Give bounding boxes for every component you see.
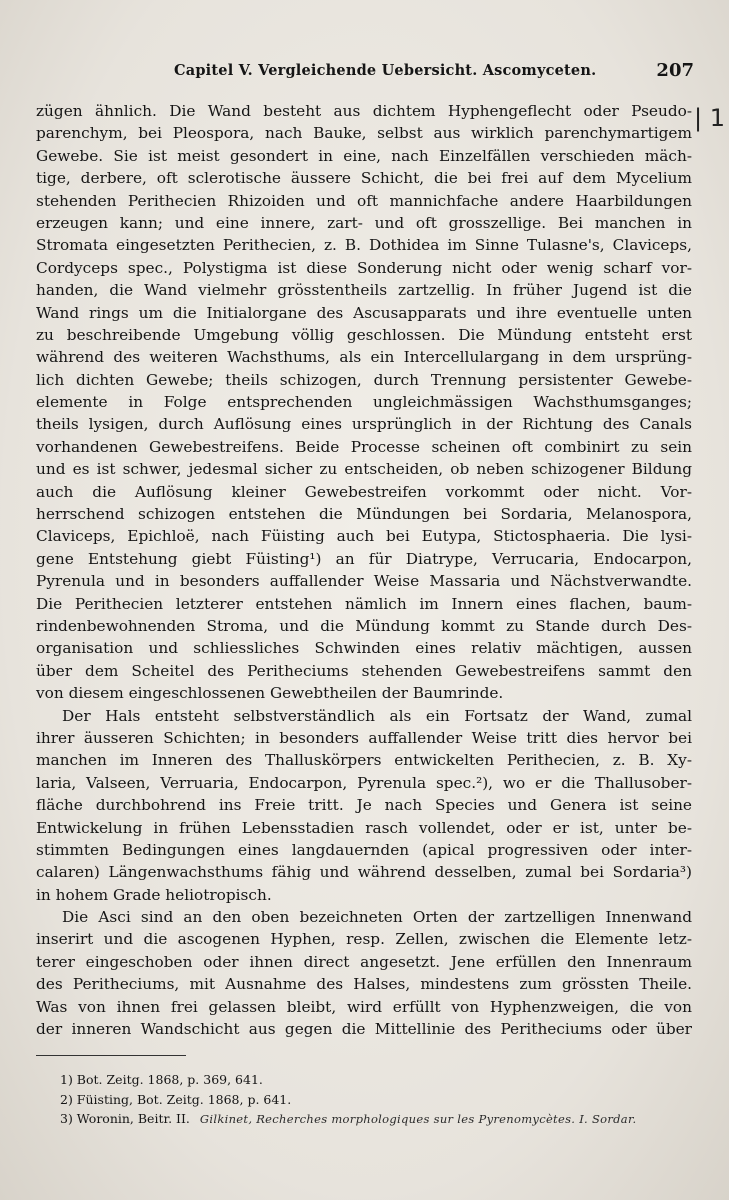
handwritten-annotation: Gilkinet, Recherches morphologiques sur les Pyrenomycètes. I. Sordar. <box>199 1112 637 1126</box>
text-line: von diesem eingeschlossenen Gewebtheilen der Baumrinde. <box>36 684 504 703</box>
text-line: stehenden Perithecien Rhizoiden und oft mannichfache andere Haarbildungen <box>36 191 692 210</box>
text-line: Pyrenula und in besonders auffallender Weise Massaria und Nächstverwandte. <box>36 572 692 591</box>
text-line: Stromata eingesetzten Perithecien, z. B. Dothidea im Sinne Tulasne's, Claviceps, <box>36 236 692 255</box>
footnote-rule <box>36 1055 186 1056</box>
margin-mark: | 1 <box>694 104 725 132</box>
text-line: über dem Scheitel des Peritheciums stehenden Gewebestreifens sammt den <box>36 661 692 680</box>
text-line: stimmten Bedingungen eines langdauernden (apical progressiven oder inter- <box>36 840 692 859</box>
text-line: während des weiteren Wachsthums, als ein Intercellulargang in dem ursprüng- <box>36 348 692 367</box>
text-line: calaren) Längenwachsthums fähig und während desselben, zumal bei Sordaria³) <box>36 863 692 882</box>
body-text <box>36 100 692 1040</box>
footnotes <box>60 1070 700 1130</box>
running-head-title: Capitel V. Vergleichende Uebersicht. Ascomyceten. <box>174 62 597 79</box>
text-line: in hohem Grade heliotropisch. <box>36 885 272 904</box>
text-line: terer eingeschoben oder ihnen direct angesetzt. Jene erfüllen den Innenraum <box>36 952 692 971</box>
text-line: theils lysigen, durch Auflösung eines ursprünglich in der Richtung des Canals <box>36 415 692 434</box>
text-line: auch die Auflösung kleiner Gewebestreifen vorkommt oder nicht. Vor- <box>36 482 692 501</box>
footnote-text: 3) Woronin, Beitr. II. <box>60 1111 190 1126</box>
text-line: handen, die Wand vielmehr grösstentheils zartzellig. In früher Jugend ist die <box>36 281 692 300</box>
text-line: des Peritheciums, mit Ausnahme des Halses, mindestens zum grössten Theile. <box>36 975 692 994</box>
text-line: zügen ähnlich. Die Wand besteht aus dichtem Hyphengeflecht oder Pseudo- <box>36 102 692 120</box>
text-line: zu beschreibende Umgebung völlig geschlossen. Die Mündung entsteht erst <box>36 325 692 344</box>
page-number: 207 <box>656 60 694 81</box>
text-line: Die Asci sind an den oben bezeichneten Orten der zartzelligen Innenwand <box>62 908 692 927</box>
text-line: Gewebe. Sie ist meist gesondert in eine, nach Einzelfällen verschieden mäch- <box>36 146 692 165</box>
text-line: vorhandenen Gewebestreifens. Beide Processe scheinen oft combinirt zu sein <box>36 437 692 456</box>
footnote <box>60 1070 700 1090</box>
text-line: Der Hals entsteht selbstverständlich als ein Fortsatz der Wand, zumal <box>62 706 692 725</box>
text-line: Cordyceps spec., Polystigma ist diese Sonderung nicht oder wenig scharf vor- <box>36 258 692 277</box>
text-line: lich dichten Gewebe; theils schizogen, durch Trennung persistenter Gewebe- <box>36 370 692 389</box>
text-line: organisation und schliessliches Schwinden eines relativ mächtigen, aussen <box>36 639 692 658</box>
text-line: fläche durchbohrend ins Freie tritt. Je nach Species und Genera ist seine <box>36 796 692 815</box>
text-line: Wand rings um die Initialorgane des Ascusapparats und ihre eventuelle unten <box>36 303 692 322</box>
running-head <box>36 62 696 84</box>
text-line: Was von ihnen frei gelassen bleibt, wird erfüllt von Hyphenzweigen, die von <box>36 997 692 1016</box>
text-line: Die Perithecien letzterer entstehen nämlich im Innern eines flachen, baum- <box>36 594 692 613</box>
footnote <box>60 1090 700 1110</box>
text-line: erzeugen kann; und eine innere, zart- und oft grosszellige. Bei manchen in <box>36 213 692 232</box>
text-line: Claviceps, Epichloë, nach Füisting auch bei Eutypa, Stictosphaeria. Die lysi- <box>36 527 692 546</box>
text-line: und es ist schwer, jedesmal sicher zu entscheiden, ob neben schizogener Bildung <box>36 460 692 479</box>
text-line: tige, derbere, oft sclerotische äussere Schicht, die bei frei auf dem Mycelium <box>36 169 692 188</box>
text-line: Entwickelung in frühen Lebensstadien rasch vollendet, oder er ist, unter be- <box>36 818 692 837</box>
text-line: gene Entstehung giebt Füisting¹) an für Diatrype, Verrucaria, Endocarpon, <box>36 549 692 568</box>
text-line: elemente in Folge entsprechenden ungleichmässigen Wachsthumsganges; <box>36 393 692 412</box>
text-line: inserirt und die ascogenen Hyphen, resp. Zellen, zwischen die Elemente letz- <box>36 930 692 949</box>
text-line: rindenbewohnenden Stroma, und die Mündung kommt zu Stande durch Des- <box>36 616 692 635</box>
footnote <box>60 1109 700 1130</box>
text-line: manchen im Inneren des Thalluskörpers entwickelten Perithecien, z. B. Xy- <box>36 751 692 770</box>
text-line: der inneren Wandschicht aus gegen die Mittellinie des Peritheciums oder über <box>36 1020 692 1039</box>
text-line: parenchym, bei Pleospora, nach Bauke, selbst aus wirklich parenchymartigem <box>36 124 692 143</box>
text-line: herrschend schizogen entstehen die Mündungen bei Sordaria, Melanospora, <box>36 505 692 524</box>
text-line: ihrer äusseren Schichten; in besonders auffallender Weise tritt dies hervor bei <box>36 728 692 747</box>
text-line: laria, Valseen, Verruaria, Endocarpon, Pyrenula spec.²), wo er die Thallusober- <box>36 773 692 792</box>
footnote-text: 1) Bot. Zeitg. 1868, p. 369, 641. <box>60 1072 263 1087</box>
footnote-text: 2) Füisting, Bot. Zeitg. 1868, p. 641. <box>60 1091 292 1107</box>
